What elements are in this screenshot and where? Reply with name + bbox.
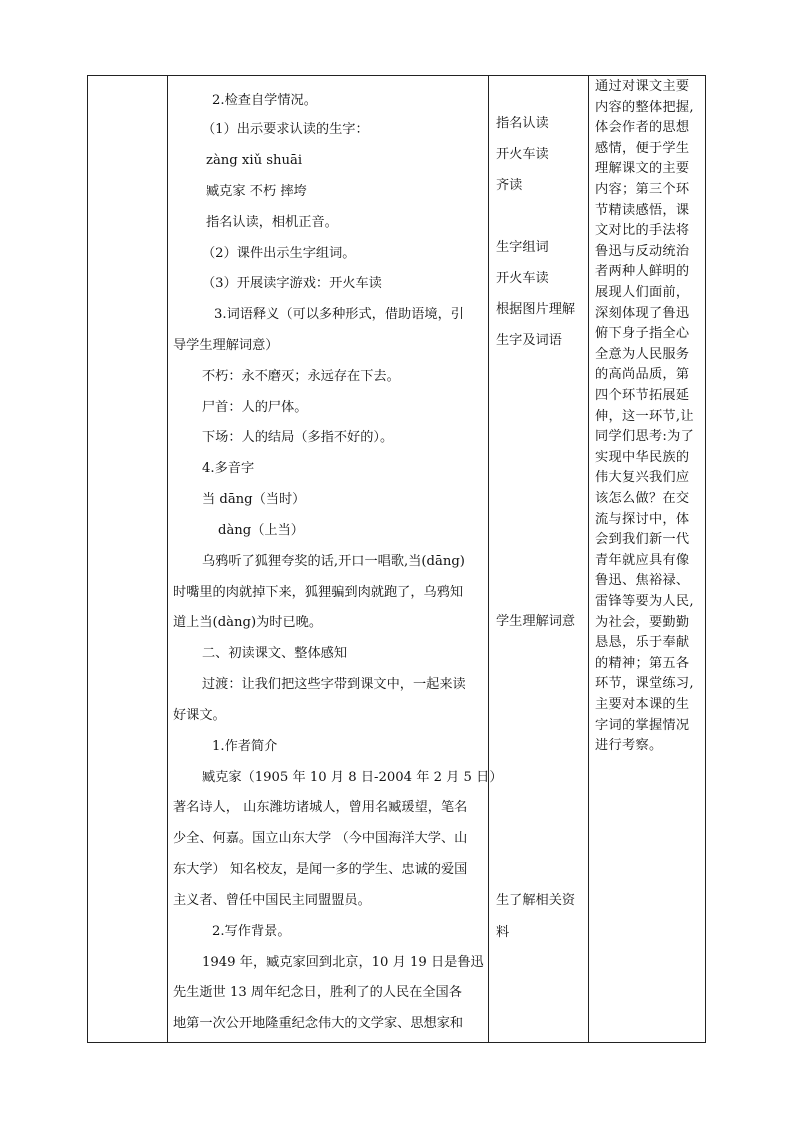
activity-line: 齐读 [496, 178, 523, 193]
design-note-line: 进行考察。 [595, 738, 663, 754]
design-note-line: 鲁迅、焦裕禄、 [595, 573, 690, 589]
process-line: 1.作者简介 [212, 739, 278, 754]
process-line: 过渡：让我们把这些字带到课文中，一起来读 [202, 677, 466, 692]
design-note-line: 展现人们面前， [595, 285, 690, 300]
process-line: 主义者、曾任中国民主同盟盟员。 [173, 893, 371, 908]
activity-line: 开火车读 [496, 147, 549, 162]
lesson-plan-table [87, 75, 706, 1043]
design-note-line: 鲁迅与反动统治 [595, 243, 690, 259]
process-line: 乌鸦听了狐狸夸奖的话,开口一唱歌,当(dāng) [202, 554, 465, 569]
design-note-line: 体会作者的思想 [595, 120, 690, 136]
process-line: 少全、何嘉。国立山东大学 （今中国海洋大学、山 [173, 831, 468, 846]
process-line: 当 dāng（当时） [202, 492, 306, 507]
process-line: （2）课件出示生字组词。 [202, 246, 356, 261]
teaching-process-column [168, 76, 503, 1042]
process-line: 4.多音字 [202, 461, 255, 476]
process-line: 时嘴里的肉就掉下来，狐狸骗到肉就跑了，乌鸦知 [173, 585, 464, 600]
design-note-line: 同学们思考:为了 [595, 429, 695, 445]
process-line: 臧克家 不朽 摔垮 [206, 184, 307, 199]
process-line: 2.写作背景。 [212, 924, 291, 939]
process-line: 尸首：人的尸体。 [202, 400, 308, 415]
activity-line: 料 [496, 925, 510, 940]
process-line: dàng（上当） [218, 523, 304, 538]
design-note-line: 者两种人鲜明的 [595, 264, 690, 280]
design-note-line: 伸，这一环节,让 [595, 408, 694, 424]
design-note-line: 四个环节拓展延 [595, 388, 690, 403]
design-note-line: 的精神；第五各 [595, 655, 690, 671]
design-intent-column [589, 76, 706, 1042]
design-note-line: 俯下身子指全心 [595, 326, 690, 342]
design-note-line: 伟大复兴我们应 [595, 470, 690, 486]
design-note-line: 感情，便于学生 [595, 140, 690, 156]
activity-line: 开火车读 [496, 271, 549, 286]
design-note-line: 字词的掌握情况 [595, 717, 690, 733]
design-note-line: 节精读感悟，课 [595, 202, 690, 218]
design-note-line: 环节，课堂练习, [595, 676, 694, 692]
process-line: 著名诗人， 山东潍坊诸城人，曾用名臧瑗望，笔名 [173, 800, 468, 815]
process-line: 臧克家（1905 年 10 月 8 日-2004 年 2 月 5 日） [202, 770, 503, 785]
process-line: 不朽：永不磨灭；永远存在下去。 [202, 369, 400, 384]
design-note-line: 雷锋等要为人民, [595, 594, 694, 609]
process-line: zàng xiǔ shuāi [206, 153, 303, 168]
design-note-line: 该怎么做？在交 [595, 491, 690, 506]
activity-line: 生字及词语 [496, 333, 562, 348]
process-line: 指名认读，相机正音。 [206, 215, 338, 230]
process-line: 3.词语释义（可以多种形式，借助语境，引 [214, 307, 464, 322]
design-note-line: 内容的整体把握, [595, 99, 694, 115]
design-note-line: 流与探讨中，体 [595, 511, 690, 527]
design-note-line: 文对比的手法将 [595, 223, 690, 239]
design-note-line: 会到我们新一代 [595, 532, 690, 548]
activity-line: 生了解相关资 [496, 893, 576, 908]
activity-line: 指名认读 [496, 116, 549, 131]
design-note-line: 主要对本课的生 [595, 697, 690, 712]
process-line: 先生逝世 13 周年纪念日，胜利了的人民在全国各 [173, 985, 462, 1000]
design-note-line: 通过对课文主要 [595, 79, 690, 94]
process-line: （1）出示要求认读的生字： [202, 122, 369, 137]
design-note-line: 青年就应具有像 [595, 552, 690, 568]
process-line: 道上当(dàng)为时已晚。 [173, 615, 323, 630]
activity-line: 学生理解词意 [496, 614, 576, 629]
process-line: （3）开展读字游戏：开火车读 [202, 276, 382, 291]
design-note-line: 恳恳，乐于奉献 [595, 635, 690, 651]
design-note-line: 的高尚品质，第 [595, 367, 690, 383]
process-line: 下场：人的结局（多指不好的）。 [202, 430, 394, 445]
process-line: 2.检查自学情况。 [212, 93, 317, 108]
student-activity-column [489, 76, 588, 1042]
design-note-line: 为社会，要勤勤 [595, 614, 690, 630]
process-line: 东大学） 知名校友，是闻一多的学生、忠诚的爱国 [173, 862, 468, 877]
process-line: 好课文。 [173, 708, 226, 723]
activity-line: 根据图片理解 [496, 302, 576, 317]
design-note-line: 全意为人民服务 [595, 346, 690, 362]
design-note-line: 深刻体现了鲁迅 [595, 305, 690, 321]
process-line: 二、初读课文、整体感知 [202, 646, 348, 661]
design-note-line: 实现中华民族的 [595, 449, 690, 465]
design-note-line: 理解课文的主要 [595, 161, 690, 177]
process-line: 地第一次公开地隆重纪念伟大的文学家、思想家和 [173, 1016, 464, 1031]
activity-line: 生字组词 [496, 240, 549, 255]
process-line: 导学生理解词意） [173, 338, 279, 353]
design-note-line: 内容；第三个环 [595, 182, 690, 197]
process-line: 1949 年，臧克家回到北京，10 月 19 日是鲁迅 [202, 955, 484, 970]
